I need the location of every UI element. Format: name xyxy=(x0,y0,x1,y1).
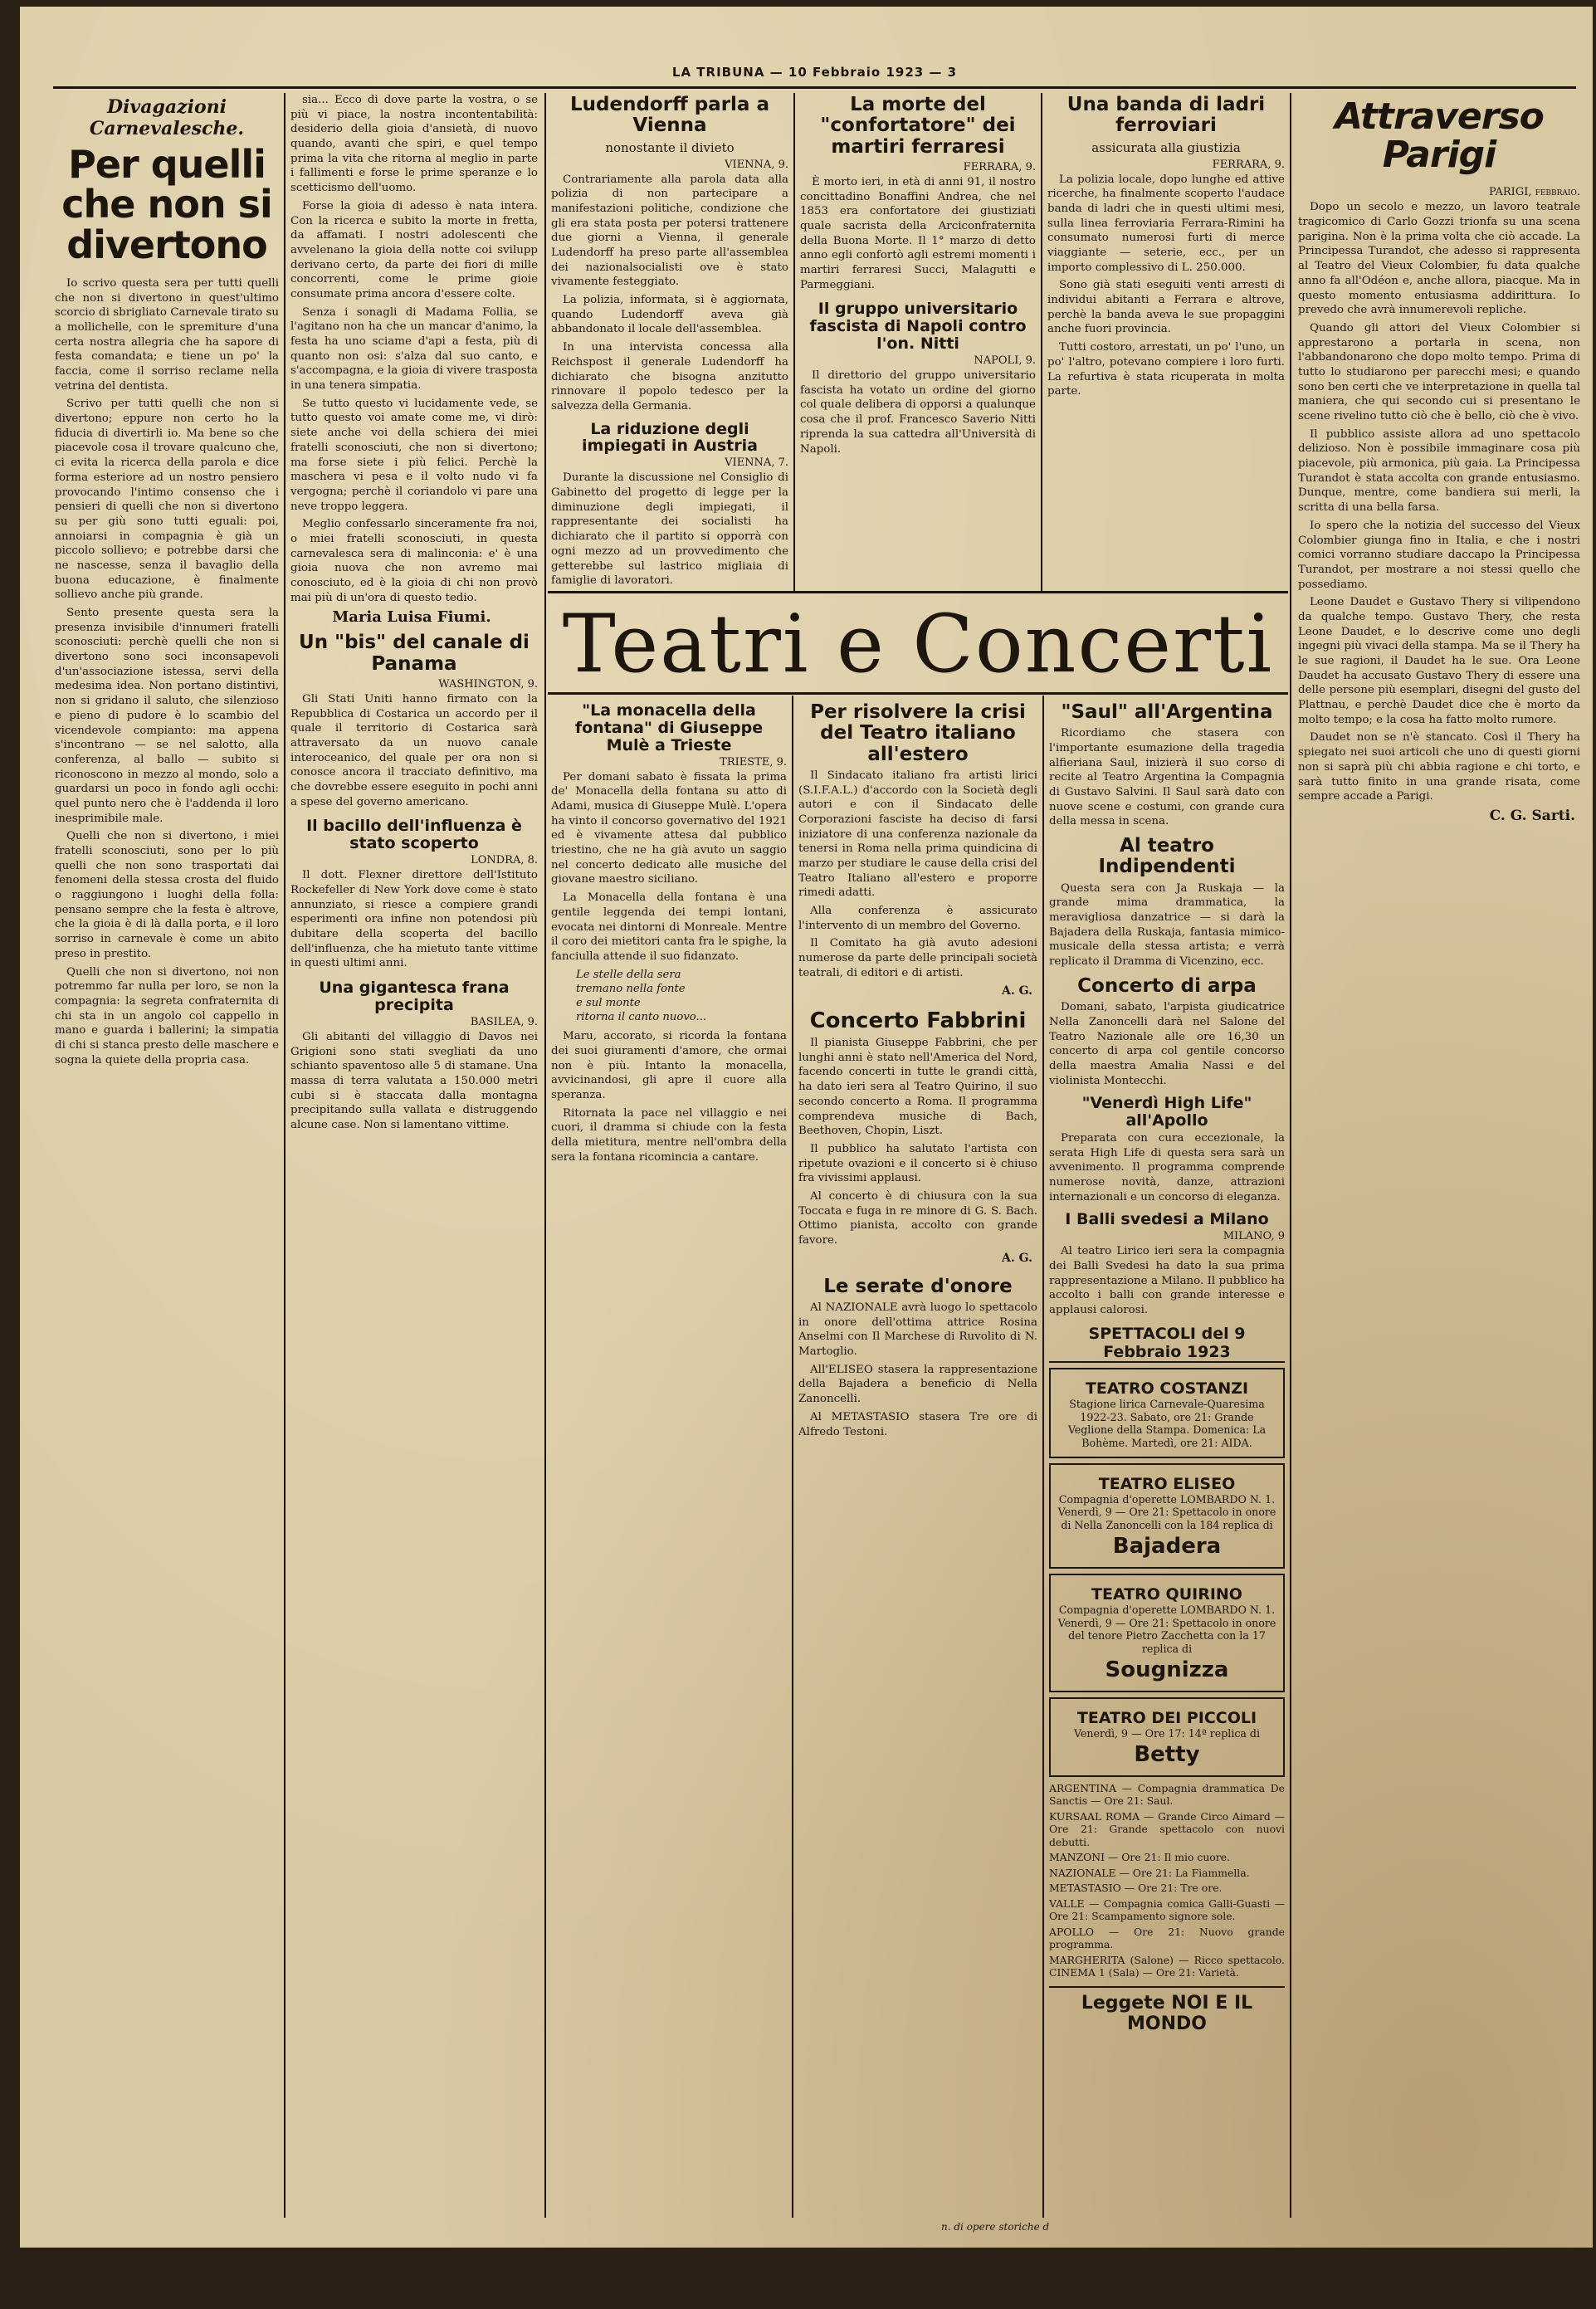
article-paragraph: Quelli che non si divertono, noi non potremmo far nulla per loro, se non la compagnia: la segreta confraternita di chi sta in un angolo col cappello in mano e guarda i ballerini; la simpatia di chi si stanca presto delle maschere e sogna la quiete della propria casa. xyxy=(55,965,279,1067)
indipendenti-text: Questa sera con Ja Ruskaja — la grande mima drammatica, la meravigliosa danzatrice — si darà la Bajadera della Ruskaja, fantasia mimico-musicale della stessa artista; e verrà replicato il Dramma di Vicenzino, ecc. xyxy=(1049,881,1285,969)
article-paragraph: Scrivo per tutti quelli che non si divertono; eppure non certo ho la fiducia di divertirli io. Ma bene so che piacevole cosa il trovare qualcuno che, ci evita la ricerca della parola e dice forma esteriore ad un nostro pensiero provocando l'intimo consenso che i pensieri di quelli che non si divertono su per giù sono tutti eguali: poi, annoiarsi in compagnia è già un piccolo sollievo; e potrebbe darsi che ne nascesse, senza il bavaglio della buona educazione, è finalmente sollievo anche più grande. xyxy=(55,398,279,602)
theatre-box xyxy=(1049,1463,1285,1569)
theatre-name: TEATRO ELISEO xyxy=(1098,1474,1236,1493)
napoli-dateline: NAPOLI, 9. xyxy=(974,354,1036,368)
article-paragraph: Al METASTASIO stasera Tre ore di Alfredo Testoni. xyxy=(798,1410,1037,1438)
article-paragraph: Io spero che la notizia del successo del Vieux Colombier giunga fino in Italia, e che i nostri comici vorranno studiare daccapo la Principessa Turandot, per mostrare a noi stessi quello che possediamo. xyxy=(1298,519,1580,591)
theatre-show: Bajadera xyxy=(1112,1533,1222,1559)
theatre-name: TEATRO COSTANZI xyxy=(1085,1379,1249,1398)
spettacoli-item: APOLLO — Ore 21: Nuovo grande programma. xyxy=(1049,1925,1285,1951)
theatre-desc: Stagione lirica Carnevale-Quaresima 1922-23. Sabato, ore 21: Grande Veglione della Stampa. Domenica: La Bohème. Martedì, ore 21: AIDA. xyxy=(1067,1397,1267,1449)
frana-headline: Una gigantesca frana precipita xyxy=(319,979,510,1014)
column-rule xyxy=(1290,93,1291,2218)
article-paragraph: Leone Daudet e Gustavo Thery si vilipendono da qualche tempo. Gustavo Thery, che resta Leone Daudet, e lo descrive come uno degli ingegni più vivaci della stampa. Ma se il Thery ha le sue ragioni, il Daudet ha le sue. Ora Leone Daudet ha accusato Gustavo Thery di essere una delle persone più esemplari, disegni del gusto del Plattnau, e perchè Daudet dice che è morto da molto tempo; e la cosa ha fatto molto rumore. xyxy=(1298,596,1580,726)
serate-headline: Le serate d'onore xyxy=(823,1275,1013,1297)
spettacoli-item: MARGHERITA (Salone) — Ricco spettacolo. CINEMA 1 (Sala) — Ore 21: Varietà. xyxy=(1049,1953,1285,1979)
theatre-show: Sougnizza xyxy=(1105,1657,1229,1682)
arpa-text: Domani, sabato, l'arpista giudicatrice Nella Zanoncelli darà nel Salone del Teatro Nazionale alle ore 16,30 un concerto di arpa col gentile concorso della maestra Amalia Nassi e del violinista Montecchi. xyxy=(1049,1001,1285,1087)
article-paragraph: Senza i sonagli di Madama Follia, se l'agitano non ha che un mancar d'animo, la festa ha uno sciame d'api a festa, più di quanto non osi: s'alza dal suo canto, e s'accompagna, e la gioia di vivere trasposta in una tenera simpatia. xyxy=(290,305,538,393)
column-rule xyxy=(793,93,795,591)
spettacoli-list xyxy=(1049,1782,1285,1979)
napoli-headline: Il gruppo universitario fascista di Napoli contro l'on. Nitti xyxy=(809,300,1027,354)
article-paragraph: Al NAZIONALE avrà luogo lo spettacolo in onore dell'ottima attrice Rosina Anselmi con Il Marchese di Ruvolito di N. Martoglio. xyxy=(798,1301,1037,1359)
ludendorff-headline: Ludendorff parla a Vienna xyxy=(570,94,769,137)
frana-text: Gli abitanti del villaggio di Davos nei Grigioni sono stati svegliati da uno schianto spaventoso alle 5 di stamane. Una massa di terra valutata a 150.000 metri cubi si è staccata dalla montagna precipitando sulla vallata e distruggendo alcune case. Non si lamentano vittime. xyxy=(290,1030,538,1131)
theatre-desc: Compagnia d'operette LOMBARDO N. 1. Venerdì, 9 — Ore 21: Spettacolo in onore di Nella Zanoncelli con la 184 replica di xyxy=(1057,1492,1276,1532)
article-paragraph: Il Comitato ha già avuto adesioni numerose da parte delle principali società teatrali, di editori e di artisti. xyxy=(798,937,1037,979)
verse-line: ritorna il canto nuovo... xyxy=(576,1011,707,1024)
newspaper-page xyxy=(20,7,1593,2248)
confortatore-dateline: FERRARA, 9. xyxy=(963,160,1036,173)
column-rule xyxy=(544,93,546,2218)
spettacoli-item: VALLE — Compagnia comica Galli-Guasti — Ore 21: Scampamento signore sole. xyxy=(1049,1897,1285,1923)
article-paragraph: Il pubblico ha salutato l'artista con ripetute ovazioni e il concerto si è chiuso fra vivissimi applausi. xyxy=(798,1142,1037,1185)
parigi-dateline: PARIGI, febbraio. xyxy=(1488,186,1580,199)
theatre-desc: Compagnia d'operette LOMBARDO N. 1. Venerdì, 9 — Ore 21: Spettacolo in onore del tenore Pietro Zacchetta con la 17 replica di xyxy=(1057,1603,1276,1656)
article-signature: A. G. xyxy=(1002,1251,1032,1265)
apollo-text: Preparata con cura eccezionale, la serata High Life di questa sera sarà un avvenimento. Il programma comprende numerose novità, danze, attrazioni internazionali e un concorso di eleganza. xyxy=(1049,1132,1285,1203)
article-paragraph: Il pianista Giuseppe Fabbrini, che per lunghi anni è stato nell'America del Nord, facendo concerti in tutte le grandi città, ha dato ieri sera al Teatro Quirino, il suo secondo concerto a Roma. Il programma comprendeva musiche di Bach, Beethoven, Chopin, Liszt. xyxy=(798,1037,1037,1138)
spettacoli-item: KURSAAL ROMA — Grande Circo Aimard — Ore 21: Grande spettacolo con nuovi debutti. xyxy=(1049,1809,1285,1848)
monacella-dateline: TRIESTE, 9. xyxy=(720,755,787,769)
column-5-top xyxy=(1047,93,1285,588)
influenza-headline: Il bacillo dell'influenza è stato scoperto xyxy=(306,817,522,853)
verse-line: tremano nella fonte xyxy=(576,982,686,995)
article-signature: C. G. Sarti. xyxy=(1489,807,1575,824)
arpa-headline: Concerto di arpa xyxy=(1077,974,1257,997)
footer-note: n. di opere storiche d xyxy=(941,2221,1050,2233)
article-signature: A. G. xyxy=(1002,984,1032,998)
influenza-dateline: LONDRA, 8. xyxy=(471,854,538,867)
article-paragraph: Maru, accorato, si ricorda la fontana dei suoi giuramenti d'amore, che ormai non è più. Intanto la monacella, avvicinandosi, gli apre il cuore alla speranza. xyxy=(551,1030,787,1101)
column-2 xyxy=(290,93,538,2218)
article-paragraph: Se tutto questo vi lucidamente vede, se tutto questo voi amate come me, vi dirò: siete anche voi della schiera dei miei fratelli sconosciuti, che non si divertono; ma forse siete i più felici. Perchè la maschera vi pesa e il volto nudo vi fa vergogna; perchè il coriandolo vi pare una neve troppo leggera. xyxy=(290,397,538,513)
ladri-headline: Una banda di ladri ferroviari xyxy=(1066,94,1266,137)
spettacoli-header: SPETTACOLI del 9 Febbraio 1923 xyxy=(1049,1325,1285,1363)
article-paragraph: Il Sindacato italiano fra artisti lirici (S.I.F.A.L.) d'accordo con la Società degli autori e con il Sindacato delle Corporazioni fasciste ha deciso di farsi iniziatore di una conferenza nazionale da tenersi in Roma nella prima quindicina di marzo per studiare le cause della crisi del Teatro Italiano all'estero e proporre rimedi adatti. xyxy=(798,769,1037,900)
theatre-box xyxy=(1049,1574,1285,1692)
article-paragraph: Sono già stati eseguiti venti arresti di individui abitanti a Ferrara e altrove, perchè la banda aveva le sue propaggini anche fuori provincia. xyxy=(1047,279,1285,336)
spettacoli-item: METASTASIO — Ore 21: Tre ore. xyxy=(1049,1882,1223,1895)
column-1 xyxy=(55,93,279,2218)
ludendorff-dateline: VIENNA, 9. xyxy=(725,158,788,171)
article-paragraph: Forse la gioia di adesso è nata intera. Con la ricerca e subito la morte in fretta, da affamati. I nostri adolescenti che avvelenano la gioia della notte coi svilupp derivano certo, da parte dei fiori di mille concorrenti, come le prime gioie consumate prima ancora d'essere colte. xyxy=(290,199,538,300)
saul-headline: "Saul" all'Argentina xyxy=(1061,701,1273,723)
advertisement: Leggete NOI E IL MONDO xyxy=(1049,1986,1285,2034)
teatri-banner: Teatri e Concerti xyxy=(562,598,1274,691)
theatre-name: TEATRO DEI PICCOLI xyxy=(1076,1708,1257,1727)
article-paragraph: Dopo un secolo e mezzo, un lavoro teatrale tragicomico di Carlo Gozzi trionfa su una scena parigina. Non è la prima volta che ciò accade. La Principessa Turandot, che adesso si rappresenta al Teatro del Vieux Colombier, fu data qualche anno fa all'Odéon e, anche allora, piacque. Ma in questo momento entusiasma addirittura. Io prevedo che avrà innumerevoli repliche. xyxy=(1298,201,1580,317)
section-rule xyxy=(548,591,1288,593)
verse-line: Le stelle della sera xyxy=(576,968,681,981)
article-paragraph: Quelli che non si divertono, i miei fratelli sconosciuti, sono per lo più quelli che non sono trasportati dai fenomeni della stessa crosta del fluido o raggiungono i luoghi della folla: pensano sempre che la festa è altrove, che la gioia è di là dalla porta, e il loro sorriso in carnevale è come un abito preso in prestito. xyxy=(55,830,279,960)
article-kicker: Divagazioni Carnevalesche. xyxy=(89,96,245,139)
theatre-desc: Venerdì, 9 — Ore 17: 14ª replica di xyxy=(1073,1726,1260,1740)
spettacoli-item: ARGENTINA — Compagnia drammatica De Sanctis — Ore 21: Saul. xyxy=(1049,1781,1285,1808)
indipendenti-headline: Al teatro Indipendenti xyxy=(1098,835,1236,878)
article-paragraph: La polizia, informata, si è aggiornata, quando Ludendorff aveva già abbandonato il locale dell'assemblea. xyxy=(551,294,788,336)
panama-text: Gli Stati Uniti hanno firmato con la Repubblica di Costarica un accordo per il quale il territorio di Costarica sarà attraversato da un nuovo canale interoceanico, del quale per ora non si conosce ancora il tracciato definitivo, ma che dovrebbe essere eseguito in pochi anni a spese del governo americano. xyxy=(290,692,538,808)
article-paragraph: sia... Ecco di dove parte la vostra, o se più vi piace, la nostra incontentabilità: desiderio della gioia d'ansietà, di nuovo quando, avanti che spiri, e quel tempo prima la vita che ritorna al meglio in parte i fallimenti e forse le prime speranze e lo scetticismo dell'uomo. xyxy=(290,94,538,195)
article-paragraph: In una intervista concessa alla Reichspost il generale Ludendorff ha dichiarato che bisogna anzitutto rinnovare il popolo tedesco per la salvezza della Germania. xyxy=(551,341,788,412)
riduzione-headline: La riduzione degli impiegati in Austria xyxy=(582,419,758,456)
spettacoli-item: NAZIONALE — Ore 21: La Fiammella. xyxy=(1049,1866,1250,1879)
parigi-headline: Attraverso Parigi xyxy=(1335,95,1544,177)
article-paragraph: Al concerto è di chiusura con la sua Toccata e fuga in re minore di G. S. Bach. Ottimo pianista, accolto con grande favore. xyxy=(798,1189,1037,1247)
article-paragraph: Meglio confessarlo sinceramente fra noi, o miei fratelli sconosciuti, in questa carnevalesca sera di malinconia: e' è una gioia nuova che non avremo mai conosciuto, ed è la gioia di chi non provò mai più di un'ora di questo tedio. xyxy=(290,518,538,604)
column-rule xyxy=(284,93,286,2218)
column-rule xyxy=(1041,93,1042,591)
theatre-box xyxy=(1049,1697,1285,1777)
theatre-show: Betty xyxy=(1134,1741,1200,1767)
frana-dateline: BASILEA, 9. xyxy=(470,1015,538,1028)
saul-text: Ricordiamo che stasera con l'importante esumazione della tragedia alfieriana Saul, inizierà il suo corso di recite al Teatro Argentina la Compagnia di Gustavo Salvini. Il Saul sarà dato con nuove scene e costumi, con grande cura della messa in scena. xyxy=(1049,727,1285,828)
teatri-column-c xyxy=(1049,701,1285,2219)
balli-headline: I Balli svedesi a Milano xyxy=(1065,1210,1269,1229)
fabbrini-headline: Concerto Fabbrini xyxy=(809,1008,1027,1033)
ladri-sub: assicurata alla giustizia xyxy=(1091,139,1241,155)
column-rule xyxy=(792,696,793,2218)
column-rule xyxy=(1042,696,1044,2218)
verse-line: e sul monte xyxy=(576,996,641,1009)
riduzione-text: Durante la discussione nel Consiglio di Gabinetto del progetto di legge per la diminuzione degli impiegati, il rappresentante dei socialisti ha dichiarato che il partito si opporrà con ogni mezzo ad un provvedimento che getterebbe sul lastrico migliaia di famiglie di lavoratori. xyxy=(551,471,788,588)
article-paragraph: La Monacella della fontana è una gentile leggenda dei tempi lontani, evocata nei dintorni di Monreale. Mentre il coro dei mietitori canta fra le spighe, la fanciulla attende il suo fidanzato. xyxy=(551,891,787,963)
article-paragraph: Quando gli attori del Vieux Colombier si apprestarono a portarla in scena, non l'abbandonarono che dopo molto tempo. Prima di tutto lo studiarono per parecchi mesi; e quando sono ben certi che ve interpretazione in quella tal maniera, che qui secondo cui si presentano le scene rivelino tutto ciò che è bello, ciò che è vivo. xyxy=(1298,321,1580,422)
napoli-text: Il direttorio del gruppo universitario fascista ha votato un ordine del giorno col quale delibera di opporsi a qualunque cosa che il prof. Francesco Saverio Nitti riprenda la sua cattedra all'Università di Napoli. xyxy=(800,369,1036,456)
theatre-box xyxy=(1049,1368,1285,1458)
ladri-dateline: FERRARA, 9. xyxy=(1212,158,1285,171)
article-paragraph: Alla conferenza è assicurato l'intervento di un membro del Governo. xyxy=(798,905,1037,932)
verse xyxy=(576,968,787,1025)
spettacoli-item: MANZONI — Ore 21: Il mio cuore. xyxy=(1049,1851,1230,1864)
article-paragraph: Tutti costoro, arrestati, un po' l'uno, un po' l'altro, potevano compiere i loro furti. La refurtiva è stata ricuperata in molta parte. xyxy=(1047,341,1285,398)
teatri-column-a xyxy=(551,701,787,2219)
ludendorff-sub: nonostante il divieto xyxy=(605,139,735,155)
article-paragraph: Per domani sabato è fissata la prima de' Monacella della fontana su atto di Adami, musica di Giuseppe Mulè. L'opera ha vinto il concorso governativo del 1921 ed è vivamente attesa dal pubblico triestino, che ne ha già avuto un saggio nel concerto dedicato alle musiche del giovane maestro siciliano. xyxy=(551,770,787,886)
monacella-headline: "La monacella della fontana" di Giuseppe Mulè a Trieste xyxy=(574,701,764,754)
article-signature: Maria Luisa Fiumi. xyxy=(332,608,491,627)
riduzione-dateline: VIENNA, 7. xyxy=(725,456,788,470)
crisi-headline: Per risolvere la crisi del Teatro italiano all'estero xyxy=(810,701,1026,765)
influenza-text: Il dott. Flexner direttore dell'Istituto Rockefeller di New York dove come è stato annunziato, si riesce a compiere grandi esperimenti ora infine non potendosi più dubitare della scoperta del bacillo dell'influenza, che ha mietuto tante vittime in questi ultimi anni. xyxy=(290,869,538,970)
confortatore-text: È morto ieri, in età di anni 91, il nostro concittadino Bonaffini Andrea, che nel 1853 era confortatore dei giustiziati quale sacrista della Arciconfraternita della Buona Morte. Il 1° marzo di detto anno egli confortò agli estremi momenti i martiri ferraresi Succi, Malagutti e Parmeggiani. xyxy=(800,175,1036,291)
article-paragraph: Io scrivo questa sera per tutti quelli che non si divertono in quest'ultimo scorcio di sbrigliato Carnevale tirato su a mollichelle, con le spremiture d'una certa nostra allegria che ha sapore di festa comandata; e tiene un po' la faccia, come il sorriso reclame nella vetrina del dentista. xyxy=(55,276,279,393)
article-paragraph: Contrariamente alla parola data alla polizia di non partecipare a manifestazioni politiche, condizione che gli era stata posta per potersi trattenere due giorni a Vienna, il generale Ludendorff ha preso parte all'assemblea dei nazionalsocialisti ove è stato vivamente festeggiato. xyxy=(551,173,788,289)
article-paragraph: Ritornata la pace nel villaggio e nei cuori, il dramma si chiude con la festa della mietitura, mentre nell'ombra della sera la fontana ricomincia a cantare. xyxy=(551,1106,787,1164)
article-paragraph: La polizia locale, dopo lunghe ed attive ricerche, ha finalmente scoperto l'audace banda di ladri che in questi ultimi mesi, sulla linea ferroviaria Ferrara-Rimini ha consumato numerosi furti di merce viaggiante — seterie, ecc., per un importo complessivo di L. 250.000. xyxy=(1047,173,1285,274)
article-headline: Per quelli che non si divertono xyxy=(61,142,272,267)
article-paragraph: Sento presente questa sera la presenza invisibile d'innumeri fratelli sconosciuti: perchè quelli che non si divertono sono soci inconsapevoli d'un'associazione istessa, servi della medesima idea. Non portano distintivi, non si gridano il saluto, che silenzioso e pieno di pudore è lo scambio del vicendevole compianto: ma appena s'incontrano — se nel salotto, alla conferenza, al ballo — subito si riconoscono in mezzo al mondo, solo a guardarsi un poco in fondo agli occhi: quel punto nero che è l'addenda il loro inesprimibile male. xyxy=(55,607,279,825)
running-head: LA TRIBUNA — 10 Febbraio 1923 — 3 xyxy=(53,65,1576,89)
column-6 xyxy=(1298,93,1580,2218)
theatre-name: TEATRO QUIRINO xyxy=(1091,1584,1242,1604)
article-paragraph: All'ELISEO stasera la rappresentazione della Bajadera a beneficio di Nella Zanoncelli. xyxy=(798,1363,1037,1406)
balli-dateline: MILANO, 9 xyxy=(1223,1230,1285,1243)
balli-text: Al teatro Lirico ieri sera la compagnia dei Balli Svedesi ha dato la sua prima rappresentazione a Milano. Il pubblico ha accolto i balli con grande interesse e applausi calorosi. xyxy=(1049,1245,1285,1317)
panama-dateline: WASHINGTON, 9. xyxy=(438,677,538,691)
article-paragraph: Daudet non se n'è stancato. Così il Thery ha spiegato nei suoi articoli che uno di questi giorni non si saprà più chi abbia ragione e chi torto, e sarà tutto finito in una grande risata, come sempre accade a Parigi. xyxy=(1298,731,1580,803)
teatri-column-b xyxy=(798,701,1037,2219)
apollo-headline: "Venerdì High Life" all'Apollo xyxy=(1081,1094,1252,1130)
column-4-top xyxy=(800,93,1036,588)
column-3-top xyxy=(551,93,788,588)
article-paragraph: Il pubblico assiste allora ad uno spettacolo delizioso. Non è possibile immaginare cosa più piacevole, più armonica, più gaia. La Principessa Turandot è stata accolta con grande entusiasmo. Dunque, mentre, come bandiera sui merli, la scritta di una bella farsa. xyxy=(1298,427,1580,515)
panama-headline: Un "bis" del canale di Panama xyxy=(299,632,530,675)
confortatore-headline: La morte del "confortatore" dei martiri ferraresi xyxy=(820,94,1016,158)
